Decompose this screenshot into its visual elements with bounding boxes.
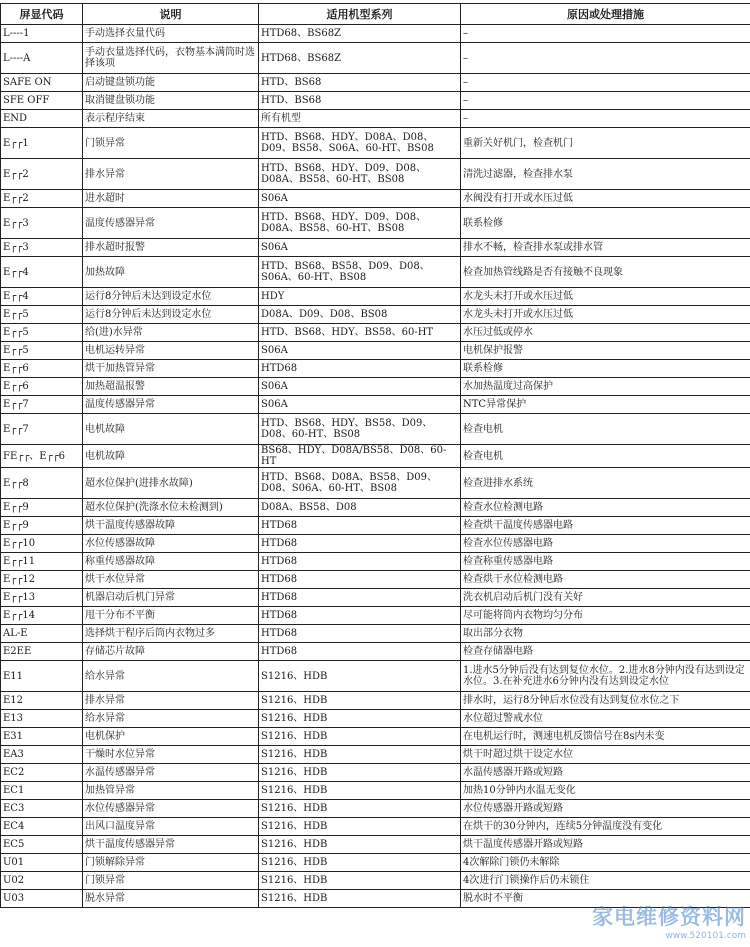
cell-description: 运行8分钟后未达到设定水位 — [83, 306, 259, 324]
cell-cause-solution: 水温传感器开路或短路 — [461, 764, 750, 782]
cell-cause-solution: 1.进水5分钟后没有达到复位水位。2.进水8分钟内没有达到设定水位。3.在补充进水6分钟内没有达到设定水位 — [461, 661, 750, 692]
cell-description: 机器启动后机门异常 — [83, 589, 259, 607]
table-row — [1, 854, 750, 872]
cell-description: 出风口温度异常 — [83, 818, 259, 836]
table-row — [1, 818, 750, 836]
cell-description: 烘干加热管异常 — [83, 360, 259, 378]
cell-display-code: E┌┌5 — [1, 324, 83, 342]
table-row — [1, 625, 750, 643]
cell-display-code: FE┌┌、E┌┌6 — [1, 445, 83, 468]
cell-applicable-models: S1216、HDB — [259, 661, 461, 692]
cell-cause-solution: 4次进行门锁操作后仍未锁住 — [461, 872, 750, 890]
cell-display-code: E┌┌6 — [1, 360, 83, 378]
cell-display-code: U01 — [1, 854, 83, 872]
cell-display-code: E┌┌11 — [1, 553, 83, 571]
cell-applicable-models: HTD68 — [259, 625, 461, 643]
cell-description: 排水异常 — [83, 159, 259, 190]
cell-applicable-models: D08A、D09、D08、BS08 — [259, 306, 461, 324]
table-row — [1, 800, 750, 818]
watermark-text: 家电维修资料网 — [592, 905, 746, 929]
cell-description: 电机故障 — [83, 414, 259, 445]
table-row — [1, 836, 750, 854]
table-row — [1, 25, 750, 43]
table-row — [1, 43, 750, 74]
cell-cause-solution: – — [461, 110, 750, 128]
table-row — [1, 208, 750, 239]
cell-display-code: E31 — [1, 728, 83, 746]
cell-description: 温度传感器异常 — [83, 396, 259, 414]
table-row — [1, 872, 750, 890]
cell-cause-solution: NTC异常保护 — [461, 396, 750, 414]
cell-description: 运行8分钟后未达到设定水位 — [83, 288, 259, 306]
table-row — [1, 746, 750, 764]
cell-cause-solution: 检查电机 — [461, 445, 750, 468]
cell-applicable-models: S1216、HDB — [259, 764, 461, 782]
cell-display-code: U03 — [1, 890, 83, 908]
table-row — [1, 342, 750, 360]
cell-applicable-models: HTD、BS68 — [259, 74, 461, 92]
table-row — [1, 360, 750, 378]
table-row — [1, 110, 750, 128]
cell-applicable-models: 所有机型 — [259, 110, 461, 128]
cell-display-code: E┌┌4 — [1, 257, 83, 288]
cell-applicable-models: S1216、HDB — [259, 854, 461, 872]
cell-description: 排水超时报警 — [83, 239, 259, 257]
cell-description: 电机保护 — [83, 728, 259, 746]
cell-applicable-models: S1216、HDB — [259, 836, 461, 854]
cell-description: 脱水异常 — [83, 890, 259, 908]
fault-code-table — [0, 3, 750, 908]
cell-applicable-models: S1216、HDB — [259, 890, 461, 908]
cell-applicable-models: S06A — [259, 190, 461, 208]
cell-description: 干燥时水位异常 — [83, 746, 259, 764]
table-row — [1, 445, 750, 468]
cell-description: 超水位保护(洗涤水位未检测到) — [83, 499, 259, 517]
table-row — [1, 571, 750, 589]
header-description: 说明 — [83, 4, 259, 25]
cell-description: 电机运转异常 — [83, 342, 259, 360]
cell-display-code: E┌┌7 — [1, 414, 83, 445]
cell-display-code: EC4 — [1, 818, 83, 836]
cell-description: 存储芯片故障 — [83, 643, 259, 661]
table-row — [1, 324, 750, 342]
table-row — [1, 553, 750, 571]
cell-cause-solution: 水位超过警戒水位 — [461, 710, 750, 728]
cell-applicable-models: HTD68 — [259, 607, 461, 625]
cell-description: 甩干分布不平衡 — [83, 607, 259, 625]
cell-applicable-models: HTD、BS68、BS58、D09、D08、S06A、60-HT、BS08 — [259, 257, 461, 288]
cell-display-code: E┌┌2 — [1, 159, 83, 190]
cell-applicable-models: S1216、HDB — [259, 800, 461, 818]
cell-description: 电机故障 — [83, 445, 259, 468]
cell-display-code: EC3 — [1, 800, 83, 818]
cell-cause-solution: 检查电机 — [461, 414, 750, 445]
cell-applicable-models: HTD68 — [259, 360, 461, 378]
cell-display-code: E┌┌1 — [1, 128, 83, 159]
cell-cause-solution: 检查进排水系统 — [461, 468, 750, 499]
cell-display-code: E┌┌4 — [1, 288, 83, 306]
cell-display-code: EC5 — [1, 836, 83, 854]
table-row — [1, 728, 750, 746]
table-row — [1, 661, 750, 692]
cell-description: 给水异常 — [83, 710, 259, 728]
cell-description: 水位传感器异常 — [83, 800, 259, 818]
cell-cause-solution: 检查存储器电路 — [461, 643, 750, 661]
cell-display-code: E13 — [1, 710, 83, 728]
cell-applicable-models: S1216、HDB — [259, 728, 461, 746]
table-header-row — [1, 4, 750, 25]
cell-cause-solution: 水龙头未打开或水压过低 — [461, 288, 750, 306]
cell-applicable-models: S1216、HDB — [259, 818, 461, 836]
cell-cause-solution: 排水不畅，检查排水泵或排水管 — [461, 239, 750, 257]
cell-applicable-models: S1216、HDB — [259, 710, 461, 728]
cell-display-code: E┌┌13 — [1, 589, 83, 607]
cell-cause-solution: 联系检修 — [461, 208, 750, 239]
cell-description: 温度传感器异常 — [83, 208, 259, 239]
header-applicable-models: 适用机型系列 — [259, 4, 461, 25]
cell-cause-solution: 检查水位传感器电路 — [461, 535, 750, 553]
table-row — [1, 468, 750, 499]
cell-applicable-models: BS68、HDY、D08A/BS58、D08、60-HT — [259, 445, 461, 468]
cell-display-code: L----A — [1, 43, 83, 74]
cell-applicable-models: HTD68 — [259, 643, 461, 661]
cell-description: 称重传感器故障 — [83, 553, 259, 571]
cell-applicable-models: S1216、HDB — [259, 746, 461, 764]
watermark — [592, 901, 746, 941]
cell-display-code: E┌┌12 — [1, 571, 83, 589]
cell-display-code: E┌┌2 — [1, 190, 83, 208]
table-row — [1, 535, 750, 553]
cell-cause-solution: – — [461, 92, 750, 110]
cell-display-code: E┌┌3 — [1, 208, 83, 239]
cell-applicable-models: HDY — [259, 288, 461, 306]
cell-display-code: AL-E — [1, 625, 83, 643]
cell-display-code: E┌┌9 — [1, 499, 83, 517]
cell-display-code: E┌┌6 — [1, 378, 83, 396]
cell-display-code: EC2 — [1, 764, 83, 782]
table-row — [1, 288, 750, 306]
table-row — [1, 92, 750, 110]
table-row — [1, 306, 750, 324]
cell-description: 取消键盘锁功能 — [83, 92, 259, 110]
cell-description: 加热故障 — [83, 257, 259, 288]
cell-cause-solution: 4次解除门锁仍未解除 — [461, 854, 750, 872]
table-row — [1, 257, 750, 288]
table-row — [1, 764, 750, 782]
table-row — [1, 378, 750, 396]
table-row — [1, 607, 750, 625]
cell-display-code: E11 — [1, 661, 83, 692]
header-display-code: 屏显代码 — [1, 4, 83, 25]
cell-applicable-models: S06A — [259, 378, 461, 396]
cell-description: 门锁异常 — [83, 872, 259, 890]
cell-display-code: E┌┌5 — [1, 342, 83, 360]
cell-cause-solution: 水龙头未打开或水压过低 — [461, 306, 750, 324]
cell-applicable-models: HTD、BS68、D08A、BS58、D09、D08、S06A、60-HT、BS08 — [259, 468, 461, 499]
cell-description: 烘干水位异常 — [83, 571, 259, 589]
cell-description: 手动选择衣量代码 — [83, 25, 259, 43]
table-row — [1, 74, 750, 92]
cell-applicable-models: S06A — [259, 396, 461, 414]
cell-applicable-models: HTD、BS68 — [259, 92, 461, 110]
cell-cause-solution: 洗衣机启动后机门没有关好 — [461, 589, 750, 607]
cell-applicable-models: HTD68、BS68Z — [259, 25, 461, 43]
cell-display-code: SFE OFF — [1, 92, 83, 110]
cell-display-code: L----1 — [1, 25, 83, 43]
cell-description: 水位传感器故障 — [83, 535, 259, 553]
cell-cause-solution: 水加热温度过高保护 — [461, 378, 750, 396]
cell-cause-solution: 检查烘干水位检测电路 — [461, 571, 750, 589]
table-row — [1, 159, 750, 190]
cell-applicable-models: HTD68 — [259, 571, 461, 589]
cell-description: 表示程序结束 — [83, 110, 259, 128]
cell-description: 排水异常 — [83, 692, 259, 710]
cell-display-code: E┌┌8 — [1, 468, 83, 499]
cell-cause-solution: 排水时，运行8分钟后水位没有达到复位水位之下 — [461, 692, 750, 710]
cell-display-code: EC1 — [1, 782, 83, 800]
cell-display-code: EA3 — [1, 746, 83, 764]
cell-applicable-models: HTD、BS68、HDY、D08A、D08、D09、BS58、S06A、60-HT、BS08 — [259, 128, 461, 159]
table-row — [1, 499, 750, 517]
cell-cause-solution: – — [461, 25, 750, 43]
table-row — [1, 692, 750, 710]
cell-description: 烘干温度传感器异常 — [83, 836, 259, 854]
cell-description: 选择烘干程序后筒内衣物过多 — [83, 625, 259, 643]
cell-cause-solution: 检查水位检测电路 — [461, 499, 750, 517]
cell-cause-solution: 联系检修 — [461, 360, 750, 378]
cell-applicable-models: S06A — [259, 342, 461, 360]
cell-display-code: SAFE ON — [1, 74, 83, 92]
cell-cause-solution: 水压过低或停水 — [461, 324, 750, 342]
cell-applicable-models: HTD、BS68、HDY、BS58、D09、D08、60-HT、BS08 — [259, 414, 461, 445]
cell-applicable-models: HTD、BS68、HDY、D09、D08、D08A、BS58、60-HT、BS08 — [259, 208, 461, 239]
cell-display-code: U02 — [1, 872, 83, 890]
cell-description: 加热超温报警 — [83, 378, 259, 396]
cell-cause-solution: 加热10分钟内水温无变化 — [461, 782, 750, 800]
cell-display-code: E┌┌7 — [1, 396, 83, 414]
table-row — [1, 239, 750, 257]
cell-cause-solution: 检查烘干温度传感器电路 — [461, 517, 750, 535]
cell-cause-solution: 脱水时不平衡 — [461, 890, 750, 908]
cell-cause-solution: 检查加热管线路是否有接触不良现象 — [461, 257, 750, 288]
table-row — [1, 190, 750, 208]
cell-cause-solution: – — [461, 43, 750, 74]
watermark-url: www.520101.com — [665, 931, 746, 941]
cell-description: 给(进)水异常 — [83, 324, 259, 342]
cell-cause-solution: 尽可能将筒内衣物均匀分布 — [461, 607, 750, 625]
cell-applicable-models: HTD68 — [259, 535, 461, 553]
cell-description: 进水超时 — [83, 190, 259, 208]
cell-applicable-models: S06A — [259, 239, 461, 257]
cell-display-code: E┌┌3 — [1, 239, 83, 257]
cell-display-code: E┌┌5 — [1, 306, 83, 324]
cell-cause-solution: 烘干温度传感器开路或短路 — [461, 836, 750, 854]
cell-cause-solution: – — [461, 74, 750, 92]
cell-applicable-models: S1216、HDB — [259, 872, 461, 890]
cell-description: 启动键盘锁功能 — [83, 74, 259, 92]
cell-cause-solution: 取出部分衣物 — [461, 625, 750, 643]
cell-applicable-models: HTD68 — [259, 589, 461, 607]
cell-cause-solution: 清洗过滤器，检查排水泵 — [461, 159, 750, 190]
cell-cause-solution: 电机保护报警 — [461, 342, 750, 360]
cell-description: 手动衣量选择代码，衣物基本满筒时选择该项 — [83, 43, 259, 74]
cell-description: 门锁解除异常 — [83, 854, 259, 872]
cell-cause-solution: 烘干时超过烘干设定水位 — [461, 746, 750, 764]
cell-applicable-models: D08A、BS58、D08 — [259, 499, 461, 517]
cell-applicable-models: HTD68 — [259, 517, 461, 535]
table-row — [1, 396, 750, 414]
cell-display-code: E┌┌9 — [1, 517, 83, 535]
cell-cause-solution: 水阀没有打开或水压过低 — [461, 190, 750, 208]
table-body — [1, 25, 750, 908]
table-row — [1, 517, 750, 535]
table-row — [1, 643, 750, 661]
cell-display-code: E┌┌10 — [1, 535, 83, 553]
cell-cause-solution: 检查称重传感器电路 — [461, 553, 750, 571]
table-row — [1, 782, 750, 800]
cell-cause-solution: 水位传感器开路或短路 — [461, 800, 750, 818]
cell-cause-solution: 重新关好机门，检查机门 — [461, 128, 750, 159]
cell-display-code: E12 — [1, 692, 83, 710]
cell-applicable-models: HTD68、BS68Z — [259, 43, 461, 74]
cell-description: 门锁异常 — [83, 128, 259, 159]
cell-description: 超水位保护(进排水故障) — [83, 468, 259, 499]
cell-display-code: END — [1, 110, 83, 128]
cell-display-code: E┌┌14 — [1, 607, 83, 625]
cell-cause-solution: 在烘干的30分钟内，连续5分钟温度没有变化 — [461, 818, 750, 836]
table-row — [1, 128, 750, 159]
header-cause-solution: 原因或处理措施 — [461, 4, 750, 25]
cell-applicable-models: S1216、HDB — [259, 782, 461, 800]
cell-cause-solution: 在电机运行时，测速电机反馈信号在8s内未变 — [461, 728, 750, 746]
cell-description: 给水异常 — [83, 661, 259, 692]
cell-applicable-models: HTD68 — [259, 553, 461, 571]
cell-applicable-models: HTD、BS68、HDY、D09、D08、D08A、BS58、60-HT、BS08 — [259, 159, 461, 190]
cell-applicable-models: S1216、HDB — [259, 692, 461, 710]
cell-description: 水温传感器异常 — [83, 764, 259, 782]
table-row — [1, 589, 750, 607]
table-row — [1, 414, 750, 445]
cell-description: 加热管异常 — [83, 782, 259, 800]
cell-description: 烘干温度传感器故障 — [83, 517, 259, 535]
cell-applicable-models: HTD、BS68、HDY、BS58、60-HT — [259, 324, 461, 342]
table-row — [1, 710, 750, 728]
cell-display-code: E2EE — [1, 643, 83, 661]
